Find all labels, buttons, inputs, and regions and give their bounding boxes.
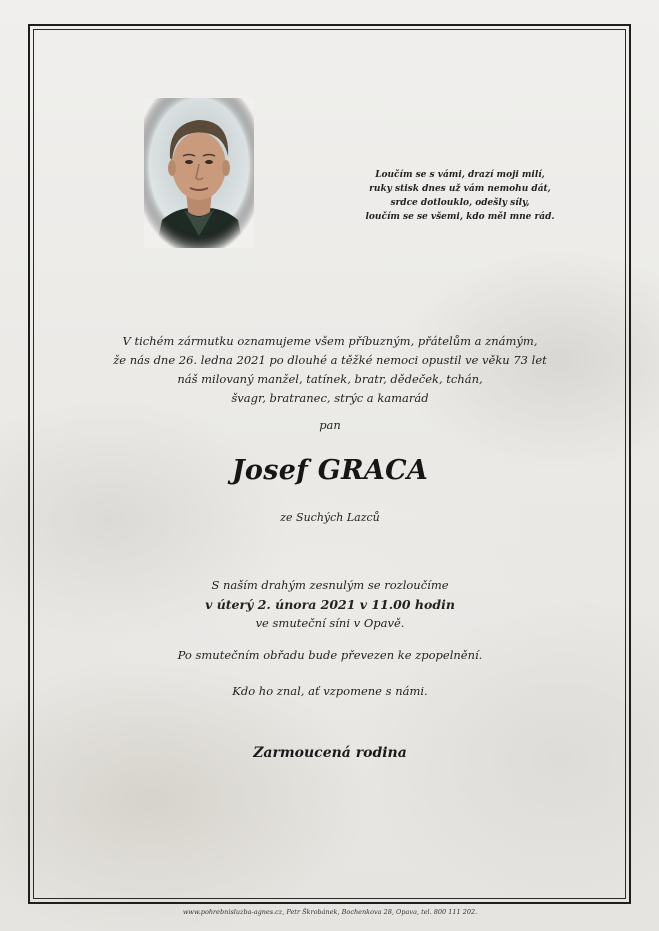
- deceased-name: Josef GRACA: [231, 455, 429, 486]
- announcement-line: V tichém zármutku oznamujeme všem příbuzným, přátelům a známým,: [122, 334, 538, 348]
- remember-note: Kdo ho znal, ať vzpomene s námi.: [232, 684, 428, 698]
- deceased-origin: ze Suchých Lazců: [280, 511, 380, 524]
- cremation-note: Po smutečním obřadu bude převezen ke zpopelnění.: [177, 648, 483, 662]
- family-signature: Zarmoucená rodina: [253, 745, 407, 761]
- funeral-location: ve smuteční síni v Opavě.: [255, 616, 405, 630]
- funeral-datetime: v úterý 2. února 2021 v 11.00 hodin: [205, 597, 455, 612]
- poem-line: Loučím se s vámi, drazí moji milí,: [375, 170, 545, 180]
- poem-line: ruky stisk dnes už vám nemohu dát,: [369, 184, 551, 194]
- farewell-poem: [352, 168, 568, 224]
- portrait-photo: [144, 98, 254, 248]
- announcement-line: že nás dne 26. ledna 2021 po dlouhé a těžké nemoci opustil ve věku 73 let: [113, 353, 547, 367]
- funeral-details: [130, 576, 530, 633]
- funeral-intro: S naším drahým zesnulým se rozloučíme: [211, 578, 449, 592]
- funeral-service-footer: www.pohrebnisluzba-agnes.cz, Petr Škrobánek, Bochenkova 28, Opava, tel. 800 111 202.: [182, 908, 478, 916]
- poem-line: loučím se se všemi, kdo měl mne rád.: [365, 212, 555, 222]
- announcement-line: náš milovaný manžel, tatínek, bratr, dědeček, tchán,: [177, 372, 483, 386]
- honorific: pan: [319, 418, 341, 432]
- death-announcement: [80, 332, 580, 408]
- poem-line: srdce dotlouklo, odešly síly,: [390, 198, 530, 208]
- announcement-line: švagr, bratranec, strýc a kamarád: [231, 391, 429, 405]
